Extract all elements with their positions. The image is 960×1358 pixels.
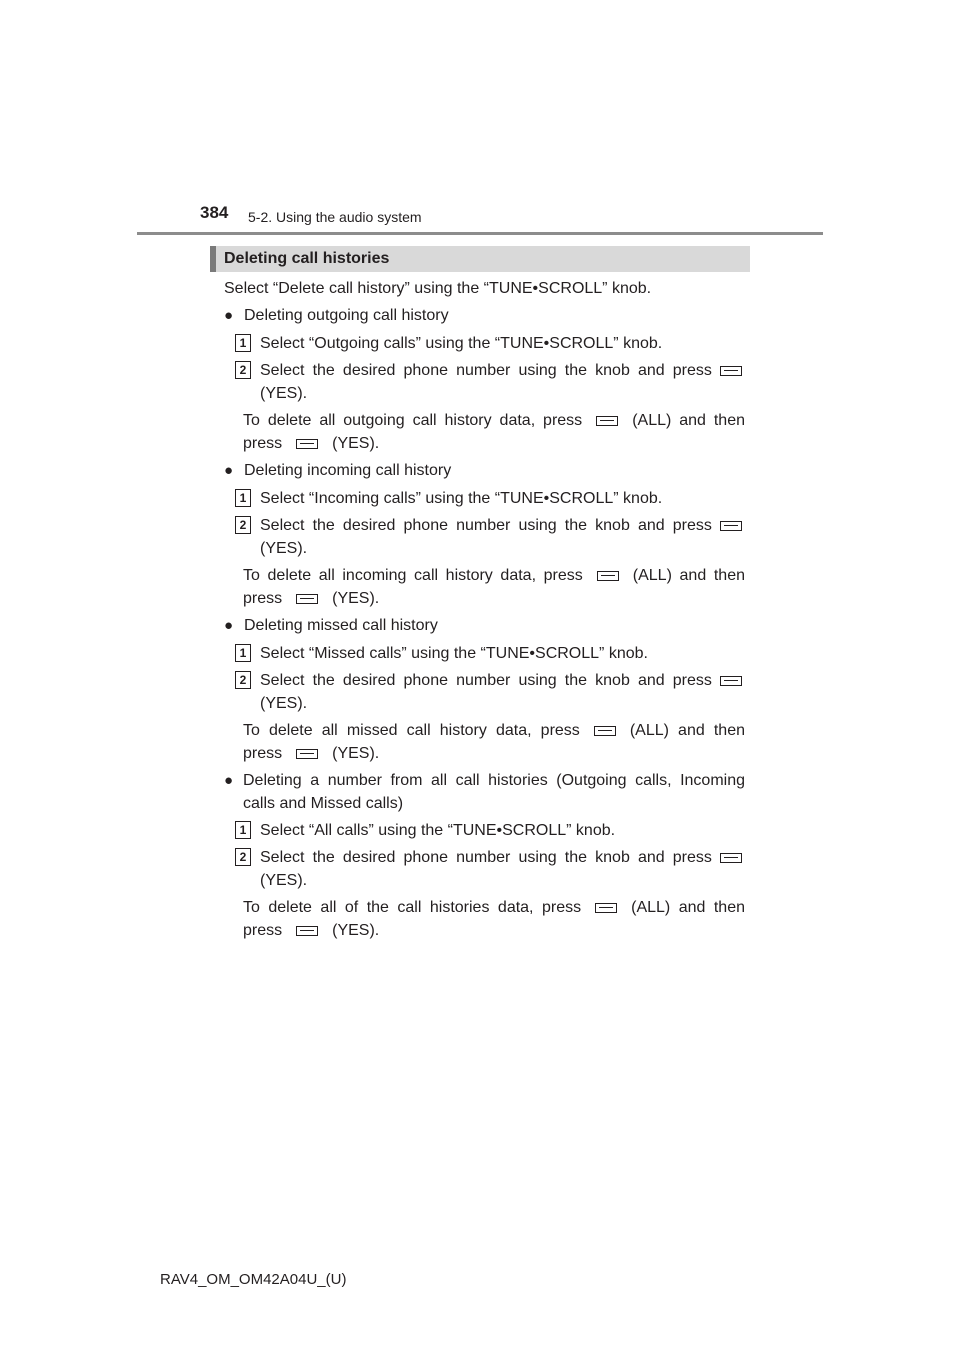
bullet-item xyxy=(224,771,244,791)
press-word: press xyxy=(243,435,283,452)
note-span: To delete all incoming call history data, press xyxy=(243,567,583,584)
button-icon xyxy=(296,926,318,936)
press-word: press xyxy=(243,590,283,607)
note-span: To delete all missed call history data, press xyxy=(243,722,580,739)
step-2-icon: 2 xyxy=(235,516,251,534)
step-text-span: Select the desired phone number using the knob and press xyxy=(260,362,712,379)
note-span: To delete all outgoing call history data, press xyxy=(243,412,583,429)
step-text: Select “All calls” using the “TUNE•SCROLL” knob. xyxy=(260,822,616,839)
button-icon xyxy=(720,366,742,376)
section-heading: Deleting call histories xyxy=(210,246,750,272)
note-text xyxy=(243,566,745,586)
bullet-icon: ● xyxy=(224,307,234,324)
note-text-2 xyxy=(243,434,379,454)
all-then: (ALL) and then xyxy=(632,567,745,584)
button-icon xyxy=(720,676,742,686)
page-number: 384 xyxy=(200,203,229,222)
button-icon xyxy=(296,594,318,604)
bullet-title: Deleting incoming call history xyxy=(244,462,452,479)
step-2-icon: 2 xyxy=(235,848,251,866)
step-text: Select “Incoming calls” using the “TUNE•SCROLL” knob. xyxy=(260,490,663,507)
press-word: press xyxy=(243,745,283,762)
yes-word: (YES). xyxy=(332,922,380,939)
bullet-item xyxy=(224,616,438,636)
step-1-icon: 1 xyxy=(235,489,251,507)
step-text xyxy=(260,361,742,381)
note-text-2 xyxy=(243,744,379,764)
step-text-span: Select the desired phone number using the knob and press xyxy=(260,672,712,689)
button-icon xyxy=(594,726,616,736)
bullet-title-line2: calls and Missed calls) xyxy=(243,795,404,812)
yes-text: (YES). xyxy=(260,540,308,557)
step-text xyxy=(260,516,742,536)
yes-word: (YES). xyxy=(332,435,380,452)
bullet-icon: ● xyxy=(224,772,234,789)
bullet-item xyxy=(224,461,451,481)
button-icon xyxy=(296,439,318,449)
step-2-icon: 2 xyxy=(235,671,251,689)
bullet-title: Deleting outgoing call history xyxy=(244,307,449,324)
note-text xyxy=(243,721,745,741)
press-word: press xyxy=(243,922,283,939)
yes-word: (YES). xyxy=(332,745,380,762)
bullet-item xyxy=(224,306,449,326)
step-text: Select “Outgoing calls” using the “TUNE•SCROLL” knob. xyxy=(260,335,663,352)
step-text: Select “Missed calls” using the “TUNE•SCROLL” knob. xyxy=(260,645,648,662)
footer-code: RAV4_OM_OM42A04U_(U) xyxy=(160,1271,347,1288)
section-title: 5-2. Using the audio system xyxy=(248,209,422,225)
step-text-span: Select the desired phone number using the knob and press xyxy=(260,517,712,534)
header-rule xyxy=(137,232,823,235)
step-1-icon: 1 xyxy=(235,334,251,352)
all-then: (ALL) and then xyxy=(629,722,745,739)
note-text-2 xyxy=(243,589,379,609)
yes-text: (YES). xyxy=(260,872,308,889)
all-then: (ALL) and then xyxy=(632,412,745,429)
note-text-2 xyxy=(243,921,379,941)
step-text xyxy=(260,671,742,691)
bullet-title-line1: Deleting a number from all call histories (Outgoing calls, Incoming xyxy=(243,772,745,789)
step-text xyxy=(260,848,742,868)
intro-text: Select “Delete call history” using the “TUNE•SCROLL” knob. xyxy=(224,280,652,297)
yes-text: (YES). xyxy=(260,695,308,712)
note-span: To delete all of the call histories data, press xyxy=(243,899,582,916)
button-icon xyxy=(296,749,318,759)
button-icon xyxy=(597,571,619,581)
bullet-icon: ● xyxy=(224,617,234,634)
bullet-title: Deleting missed call history xyxy=(244,617,438,634)
yes-text: (YES). xyxy=(260,385,308,402)
note-text xyxy=(243,898,745,918)
note-text xyxy=(243,411,745,431)
yes-word: (YES). xyxy=(332,590,380,607)
button-icon xyxy=(595,903,617,913)
step-text-span: Select the desired phone number using the knob and press xyxy=(260,849,712,866)
all-then: (ALL) and then xyxy=(631,899,745,916)
step-1-icon: 1 xyxy=(235,821,251,839)
button-icon xyxy=(720,521,742,531)
step-1-icon: 1 xyxy=(235,644,251,662)
button-icon xyxy=(596,416,618,426)
step-2-icon: 2 xyxy=(235,361,251,379)
button-icon xyxy=(720,853,742,863)
bullet-icon: ● xyxy=(224,462,234,479)
